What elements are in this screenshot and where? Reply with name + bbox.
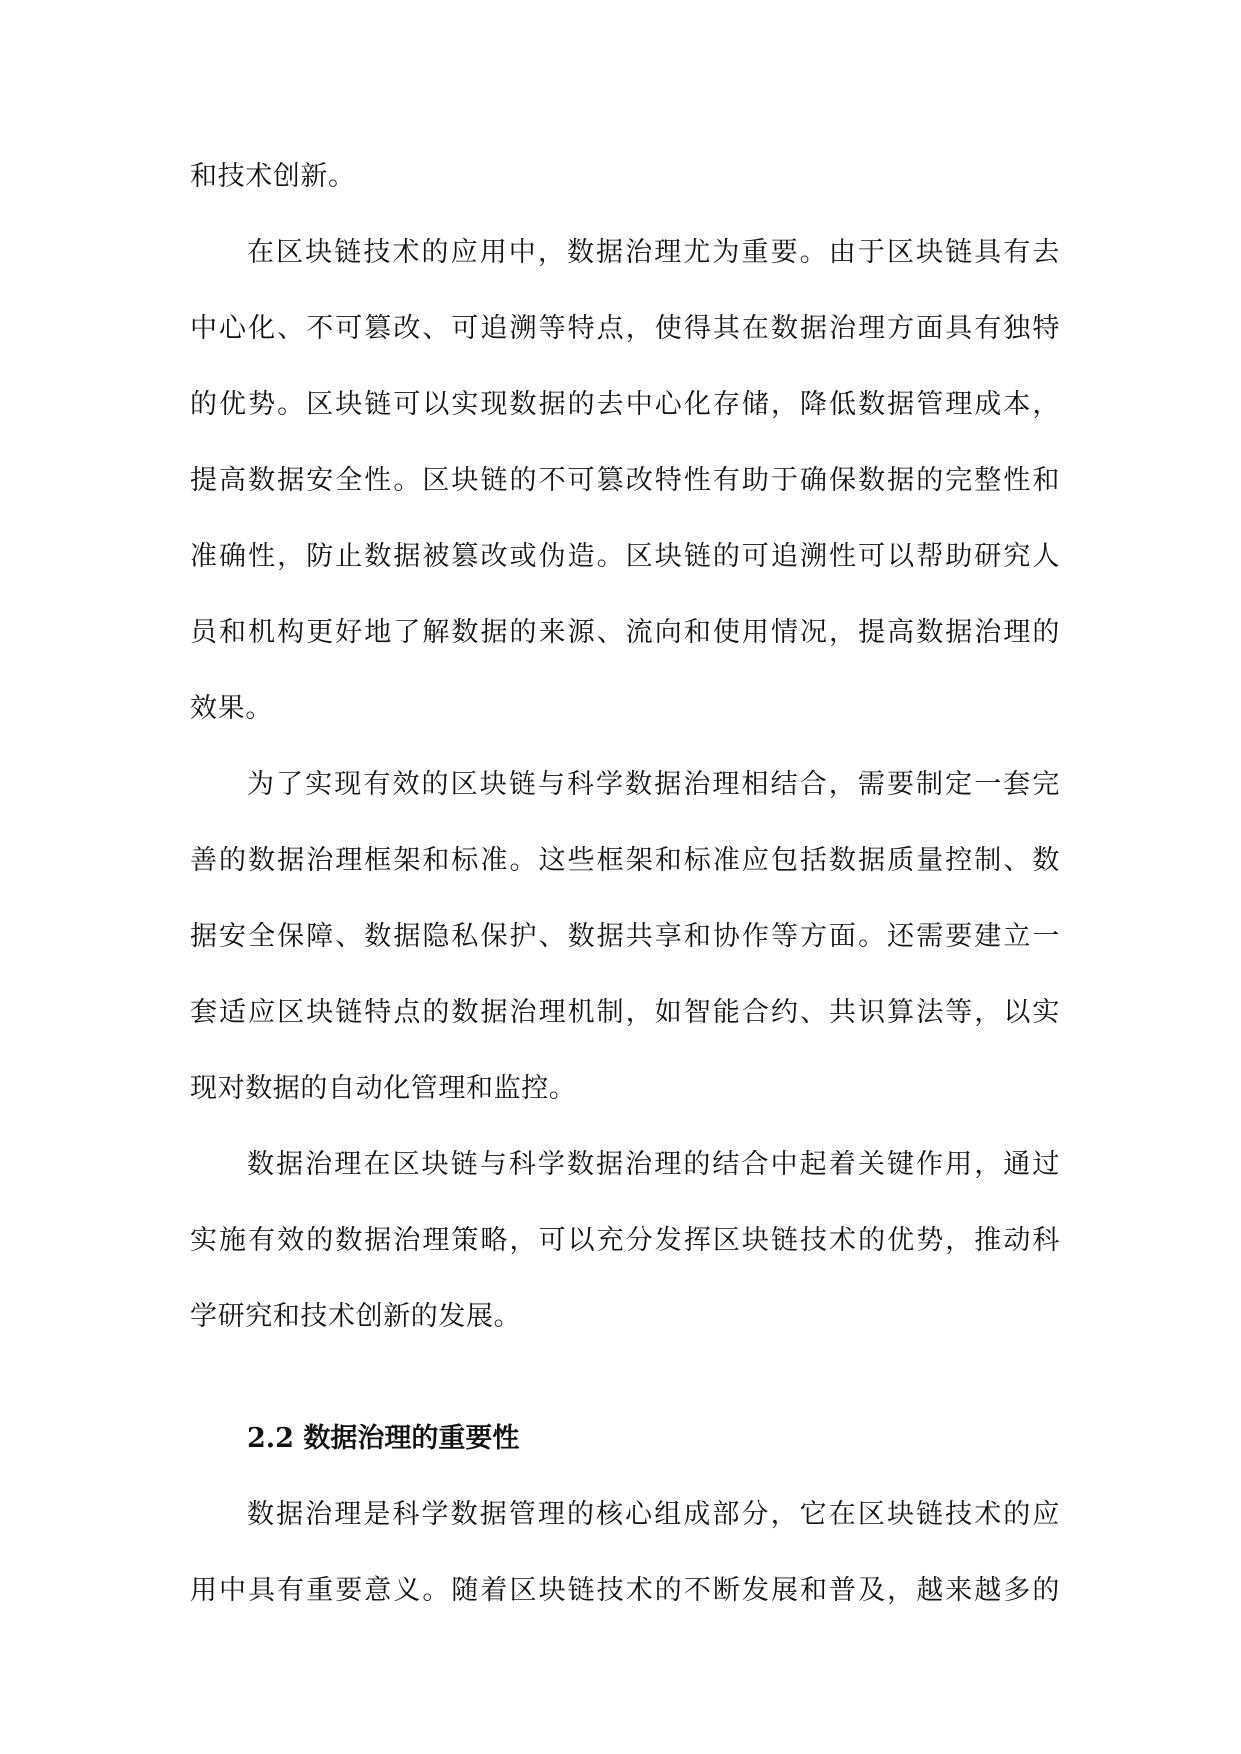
- text-line: 为了实现有效的区块链与科学数据治理相结合，需要制定一套完: [247, 769, 1060, 800]
- text-line: 善的数据治理框架和标准。这些框架和标准应包括数据质量控制、数: [190, 845, 1060, 876]
- text-line: 数据治理在区块链与科学数据治理的结合中起着关键作用，通过: [247, 1149, 1060, 1180]
- text-line: 提高数据安全性。区块链的不可篡改特性有助于确保数据的完整性和: [190, 465, 1060, 496]
- section-heading: 2.2 数据治理的重要性: [247, 1423, 520, 1454]
- text-line: 数据治理是科学数据管理的核心组成部分，它在区块链技术的应: [247, 1499, 1060, 1530]
- paragraph: [190, 1477, 1060, 1629]
- paragraph: [190, 215, 1060, 747]
- text-line: 中心化、不可篡改、可追溯等特点，使得其在数据治理方面具有独特: [190, 313, 1060, 344]
- text-line: 在区块链技术的应用中，数据治理尤为重要。由于区块链具有去: [247, 237, 1060, 268]
- text-line: 准确性，防止数据被篡改或伪造。区块链的可追溯性可以帮助研究人: [190, 541, 1060, 572]
- text-line: 的优势。区块链可以实现数据的去中心化存储，降低数据管理成本，: [190, 389, 1060, 420]
- text-line: 套适应区块链特点的数据治理机制，如智能合约、共识算法等，以实: [190, 997, 1060, 1028]
- paragraph: [190, 1127, 1060, 1355]
- text-line: 和技术创新。: [190, 161, 356, 192]
- text-line: 效果。: [190, 693, 273, 724]
- text-line: 现对数据的自动化管理和监控。: [190, 1073, 577, 1104]
- document-page: [190, 139, 1060, 1629]
- paragraph: [190, 747, 1060, 1127]
- text-line: 据安全保障、数据隐私保护、数据共享和协作等方面。还需要建立一: [190, 921, 1060, 952]
- text-line: 学研究和技术创新的发展。: [190, 1301, 522, 1332]
- text-line: 用中具有重要意义。随着区块链技术的不断发展和普及，越来越多的: [190, 1575, 1060, 1606]
- text-line: 员和机构更好地了解数据的来源、流向和使用情况，提高数据治理的: [190, 617, 1060, 648]
- text-line: 实施有效的数据治理策略，可以充分发挥区块链技术的优势，推动科: [190, 1225, 1060, 1256]
- paragraph: [190, 139, 1060, 215]
